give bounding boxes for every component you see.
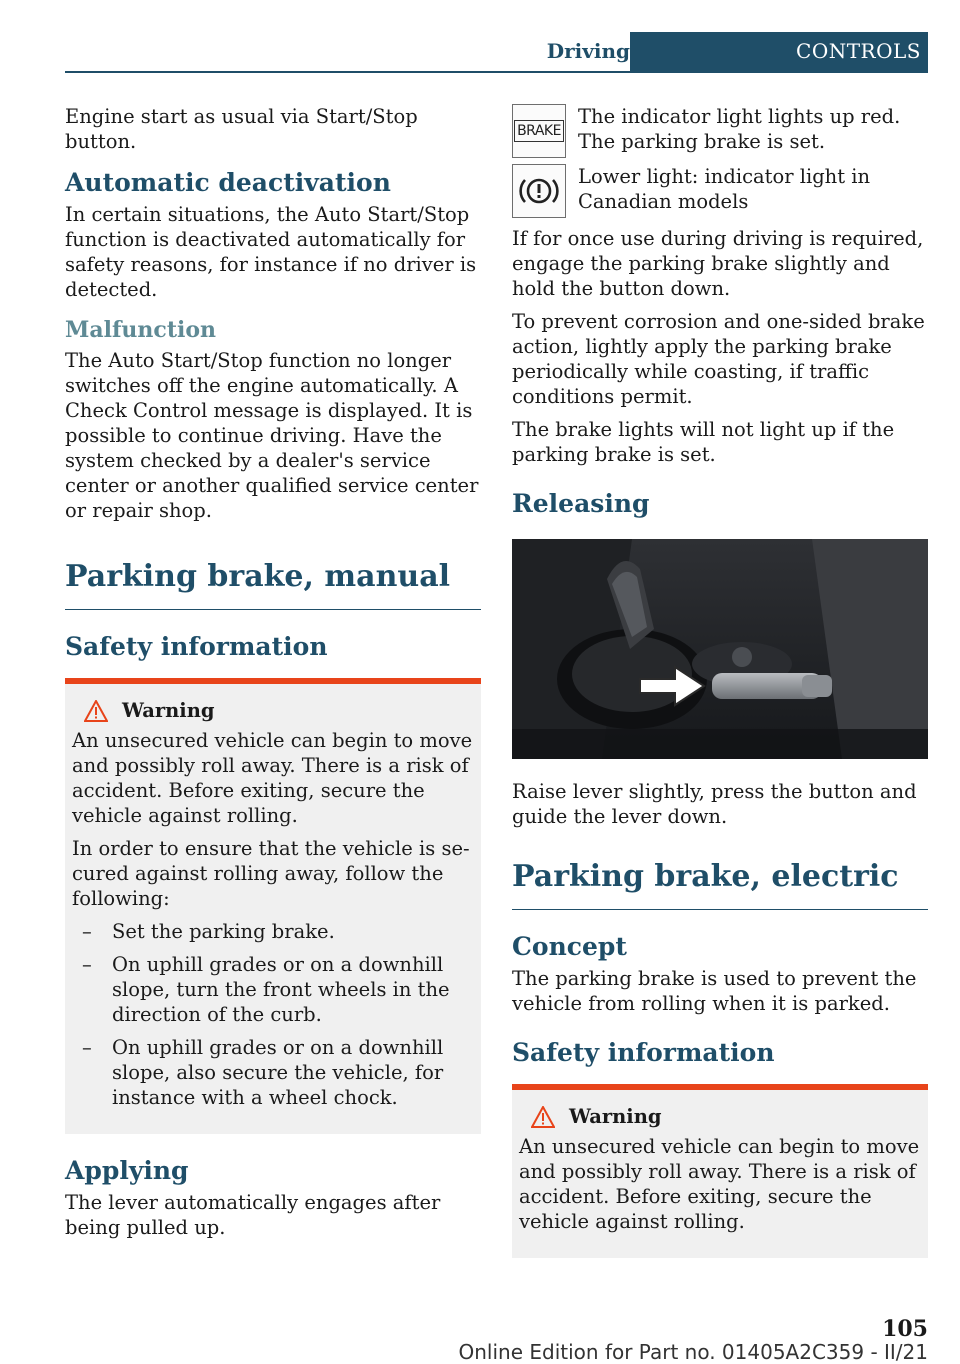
list-item: – Set the parking brake.	[72, 919, 474, 944]
indicator-text: Lower light: indicator light in Canadian models	[578, 165, 871, 213]
auto-deactivation-heading: Automatic deactivation	[65, 168, 391, 197]
malfunction-text: The Auto Start/Stop function no longer switches off the engine automatically. A Check Control message is displayed. It is possible to continue driving. Have the system checked by a dealer's service center or another qualified service center or repair shop.	[65, 349, 479, 522]
applying-text: The lever automatically engages after being pulled up.	[65, 1191, 441, 1239]
body-text: If for once use during driving is required, engage the parking brake slightly and hold the button down.	[512, 227, 924, 300]
page-number: 105	[882, 1316, 928, 1342]
warning-triangle-icon	[531, 1106, 555, 1128]
warning-title-label: Warning	[569, 1105, 662, 1128]
intro-text: Engine start as usual via Start/Stop button.	[65, 105, 418, 153]
warning-title-label: Warning	[122, 699, 215, 722]
releasing-heading: Releasing	[512, 489, 650, 518]
warning-box	[512, 1084, 928, 1258]
left-column	[65, 104, 481, 1248]
warning-paragraph: An unsecured vehicle can begin to move and possibly roll away. There is a risk of accident. Before exiting, secure the vehicle against rolling.	[519, 1135, 920, 1233]
edition-footer: Online Edition for Part no. 01405A2C359 - II/21	[458, 1340, 928, 1364]
warning-paragraph: In order to ensure that the vehicle is secured against rolling away, follow the following:	[72, 837, 470, 910]
list-item: – On uphill grades or on a downhill slope, also secure the vehicle, for instance with a wheel chock.	[72, 1035, 474, 1110]
warning-triangle-icon	[84, 700, 108, 722]
section-title: Driving	[546, 39, 630, 63]
parking-brake-electric-heading: Parking brake, electric	[512, 859, 928, 910]
malfunction-heading: Malfunction	[65, 317, 217, 343]
warning-paragraph: An unsecured vehicle can begin to move and possibly roll away. There is a risk of accident. Before exiting, secure the vehicle against rolling.	[72, 729, 473, 827]
brake-indicator-label: BRAKE	[514, 120, 564, 142]
parking-brake-manual-heading: Parking brake, manual	[65, 559, 481, 610]
chapter-tab: CONTROLS	[630, 32, 928, 71]
brake-exclamation-indicator-icon	[512, 164, 566, 218]
warning-title	[72, 698, 474, 723]
indicator-text: The indicator light lights up red. The parking brake is set.	[578, 105, 901, 153]
indicator-row	[512, 164, 928, 218]
warning-title	[519, 1104, 921, 1129]
applying-heading: Applying	[65, 1156, 189, 1185]
warning-list	[72, 919, 474, 1110]
auto-deactivation-text: In certain situations, the Auto Start/Stop function is deactivated automatically for safety reasons, for instance if no driver is detected.	[65, 203, 477, 301]
concept-text: The parking brake is used to prevent the vehicle from rolling when it is parked.	[512, 967, 917, 1015]
safety-information-heading: Safety information	[65, 632, 328, 661]
parking-brake-lever-photo	[512, 539, 928, 759]
right-column	[512, 104, 928, 1258]
concept-heading: Concept	[512, 932, 627, 961]
list-item: – On uphill grades or on a downhill slope, turn the front wheels in the direction of the curb.	[72, 952, 474, 1027]
page-header	[65, 32, 928, 73]
indicator-row	[512, 104, 928, 158]
safety-information-heading: Safety information	[512, 1038, 775, 1067]
exclamation-circle-icon	[517, 174, 561, 208]
brake-indicator-icon	[512, 104, 566, 158]
releasing-text: Raise lever slightly, press the button and guide the lever down.	[512, 780, 917, 828]
body-text: To prevent corrosion and one-sided brake action, lightly apply the parking brake periodically while coasting, if traffic conditions permit.	[512, 310, 925, 408]
body-text: The brake lights will not light up if the parking brake is set.	[512, 418, 895, 466]
warning-box	[65, 678, 481, 1134]
